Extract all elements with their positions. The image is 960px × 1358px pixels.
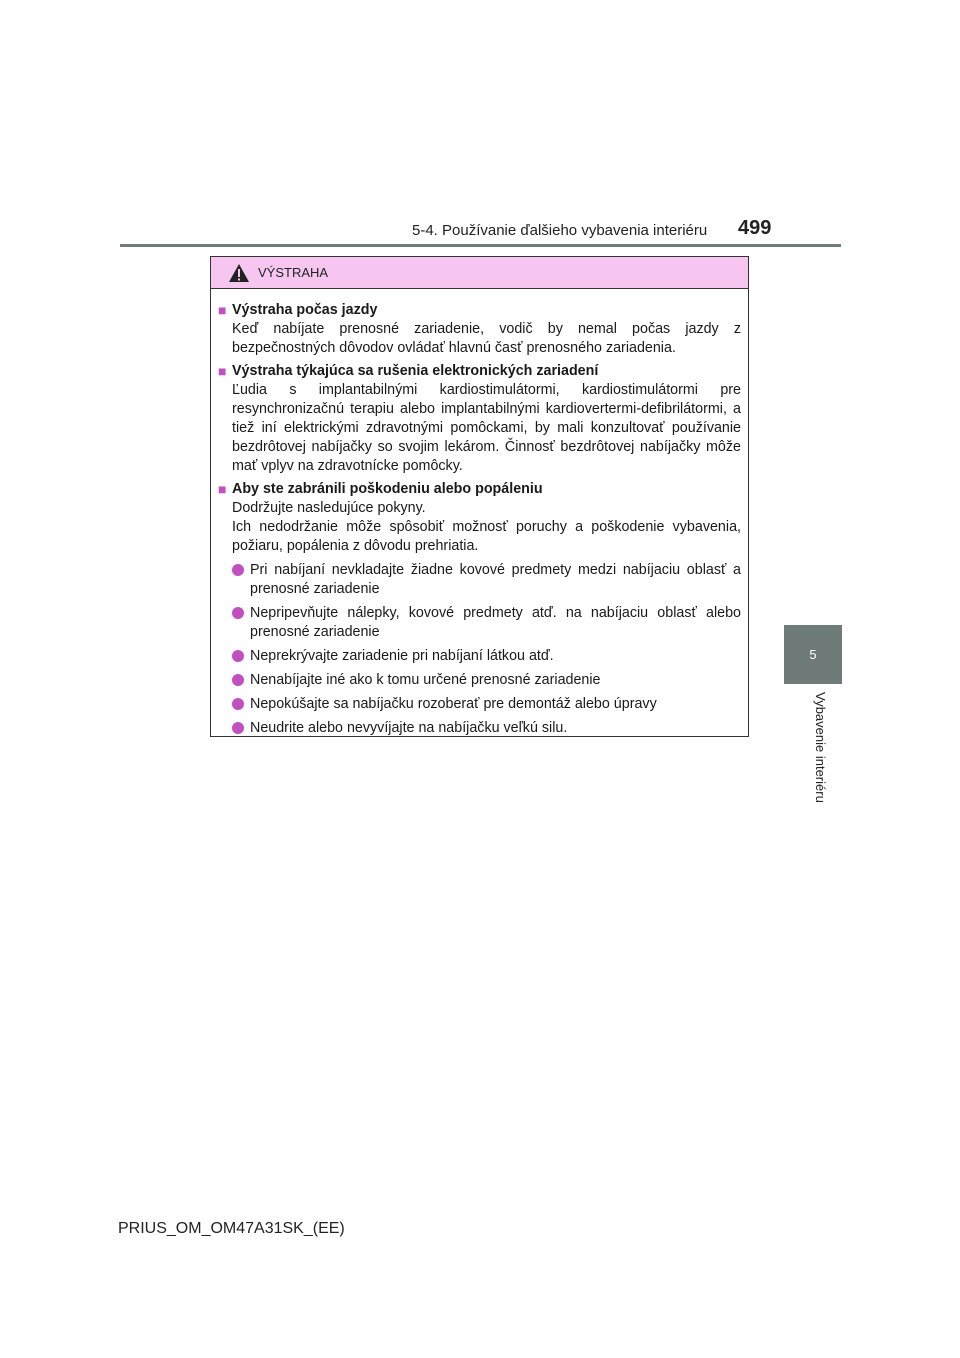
- list-item: [232, 647, 741, 666]
- list-item-text: Neprekrývajte zariadenie pri nabíjaní látkou atď.: [250, 648, 554, 664]
- section-paragraph: Dodržujte nasledujúce pokyny.: [232, 500, 426, 516]
- warning-section: [218, 301, 741, 358]
- warning-box: [210, 256, 749, 737]
- list-item-text: Nepokúšajte sa nabíjačku rozoberať pre demontáž alebo úpravy: [250, 696, 657, 712]
- section-heading: Výstraha počas jazdy: [232, 302, 378, 318]
- circle-bullet-icon: [232, 650, 244, 662]
- warning-triangle-icon: [228, 263, 250, 283]
- circle-bullet-icon: [232, 674, 244, 686]
- circle-bullet-icon: [232, 607, 244, 619]
- circle-bullet-icon: [232, 722, 244, 734]
- list-item: [232, 719, 741, 738]
- list-item-text: Nepripevňujte nálepky, kovové predmety atď. na nabíjaciu oblasť alebo prenosné zariadenie: [250, 605, 741, 640]
- list-item: [232, 671, 741, 690]
- warning-body: [211, 289, 748, 738]
- square-bullet-icon: ■: [218, 302, 227, 318]
- chapter-title: Vybavenie interiéru: [813, 692, 828, 803]
- list-item-text: Pri nabíjaní nevkladajte žiadne kovové predmety medzi nabíjaciu oblasť a prenosné zariadenie: [250, 562, 741, 597]
- list-item: [232, 695, 741, 714]
- document-code: PRIUS_OM_OM47A31SK_(EE): [118, 1220, 345, 1237]
- header-rule: [120, 244, 841, 247]
- chapter-tab: [784, 625, 842, 684]
- square-bullet-icon: ■: [218, 481, 227, 497]
- section-paragraph: Ľudia s implantabilnými kardiostimulátormi, kardiostimulátormi pre resynchronizačnú terapiu alebo implantabilnými kardiovertermi-defibrilátormi, a tiež iní elektrickými zdravotnými pomôckami, by mali konzultovať používanie bezdrôtovej nabíjačky so svojim lekárom. Činnosť bezdrôtovej nabíjačky môže mať vplyv na zdravotnícke pomôcky.: [232, 382, 741, 474]
- section-heading: Výstraha týkajúca sa rušenia elektronických zariadení: [232, 363, 599, 379]
- warning-section: [218, 480, 741, 738]
- chapter-number: 5: [809, 647, 817, 662]
- section-heading: Aby ste zabránili poškodeniu alebo popáleniu: [232, 481, 543, 497]
- warning-title: VÝSTRAHA: [258, 265, 329, 280]
- circle-bullet-icon: [232, 698, 244, 710]
- list-item: [232, 561, 741, 599]
- list-item: [232, 604, 741, 642]
- page-number: 499: [738, 217, 772, 239]
- section-paragraph: Keď nabíjate prenosné zariadenie, vodič by nemal počas jazdy z bezpečnostných dôvodov ovládať hlavnú časť prenosného zariadenia.: [232, 321, 741, 356]
- warning-section: [218, 362, 741, 476]
- square-bullet-icon: ■: [218, 363, 227, 379]
- list-item-text: Nenabíjajte iné ako k tomu určené prenosné zariadenie: [250, 672, 601, 688]
- section-title: 5-4. Používanie ďalšieho vybavenia interiéru: [412, 222, 708, 239]
- list-item-text: Neudrite alebo nevyvíjajte na nabíjačku veľkú silu.: [250, 720, 568, 736]
- warning-header: [211, 257, 748, 289]
- section-paragraph: Ich nedodržanie môže spôsobiť možnosť poruchy a poškodenie vybavenia, požiaru, popálenia z dôvodu prehriatia.: [232, 519, 741, 554]
- circle-bullet-icon: [232, 564, 244, 576]
